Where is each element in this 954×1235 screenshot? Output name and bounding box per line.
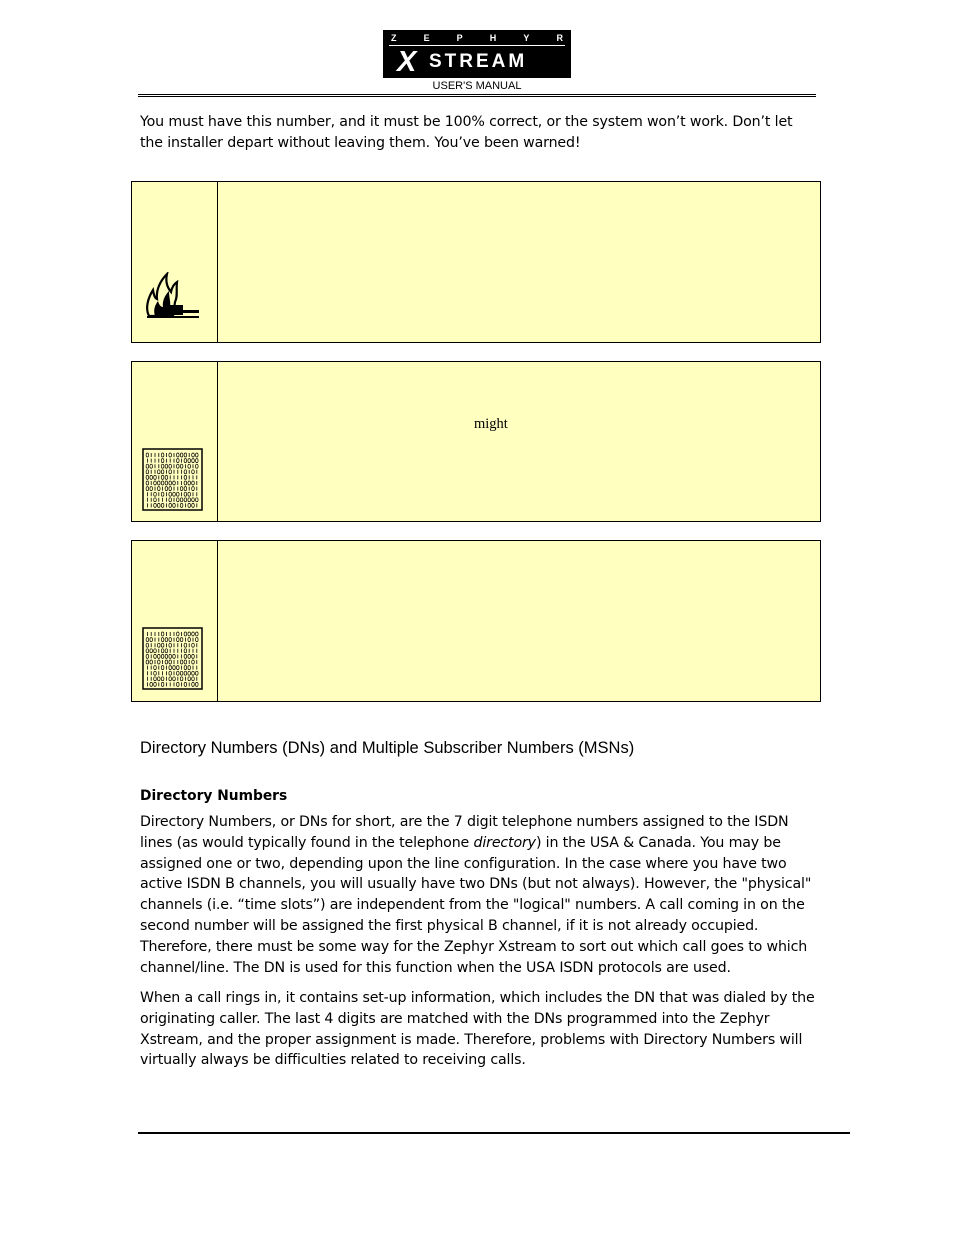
- callout-divider: [217, 541, 218, 701]
- logo-letter: E: [423, 33, 430, 43]
- logo-letter: Y: [523, 33, 530, 43]
- text-span: lines (as would typically found in the telephone: [140, 834, 474, 851]
- text-line: You must have this number, and it must be 100% correct, or the system won’t work. Don’t let: [140, 114, 793, 130]
- logo-letter: Z: [391, 33, 397, 43]
- logo-letter: P: [456, 33, 463, 43]
- callout-box: [131, 361, 821, 522]
- text-line: [140, 833, 820, 854]
- text-line: When a call rings in, it contains set-up information, which includes the DN that was dialed by the: [140, 990, 815, 1006]
- binary-grid-icon: [142, 448, 203, 511]
- header-rule: [138, 94, 816, 97]
- italic-text: directory: [473, 834, 536, 851]
- text-line: Directory Numbers, or DNs for short, are the 7 digit telephone numbers assigned to the ISDN: [140, 814, 789, 830]
- burning-phone-icon: [143, 272, 201, 320]
- callout-divider: [217, 182, 218, 342]
- zephyr-xstream-logo: [383, 30, 571, 78]
- text-line: channel/line. The DN is used for this function when the USA ISDN protocols are used.: [140, 959, 731, 976]
- logo-x: X: [397, 46, 417, 78]
- intro-paragraph: [140, 112, 820, 154]
- text-line: the installer depart without leaving them. You’ve been warned!: [140, 134, 581, 151]
- text-line: Therefore, there must be some way for the Zephyr Xstream to sort out which call goes to which: [140, 938, 808, 955]
- body-paragraph: [140, 812, 820, 978]
- text-line: virtually always be difficulties related to receiving calls.: [140, 1052, 526, 1069]
- logo-letter: H: [489, 33, 497, 43]
- text-line: assigned one or two, depending upon the line configuration. In the case where you have two: [140, 855, 787, 872]
- callout-box: [131, 181, 821, 343]
- text-line: active ISDN B channels, you will usually have two DNs (but not always). However, the "physical": [140, 876, 812, 893]
- subsection-heading: Directory Numbers: [140, 788, 288, 804]
- logo-word: STREAM: [429, 51, 528, 72]
- body-paragraph: [140, 988, 820, 1071]
- callout-divider: [217, 362, 218, 521]
- logo-letters: [383, 32, 571, 44]
- section-heading: Directory Numbers (DNs) and Multiple Subscriber Numbers (MSNs): [140, 739, 635, 757]
- manual-subtitle: USER'S MANUAL: [432, 80, 522, 92]
- text-line: originating caller. The last 4 digits are matched with the DNs programmed into the Zephyr: [140, 1010, 770, 1027]
- footer-rule: [138, 1132, 850, 1134]
- text-span: ) in the USA & Canada. You may be: [535, 834, 781, 851]
- logo-letter: R: [556, 33, 563, 43]
- binary-grid-icon: [142, 627, 203, 690]
- text-line: channels (i.e. “time slots”) are independent from the "logical" numbers. A call coming in on the: [140, 897, 805, 914]
- text-line: second number will be assigned the first physical B channel, if it is not already occupied.: [140, 917, 759, 934]
- callout-box: [131, 540, 821, 702]
- callout-text: might: [474, 416, 508, 432]
- text-line: Xstream, and the proper assignment is made. Therefore, problems with Directory Numbers will: [140, 1031, 803, 1048]
